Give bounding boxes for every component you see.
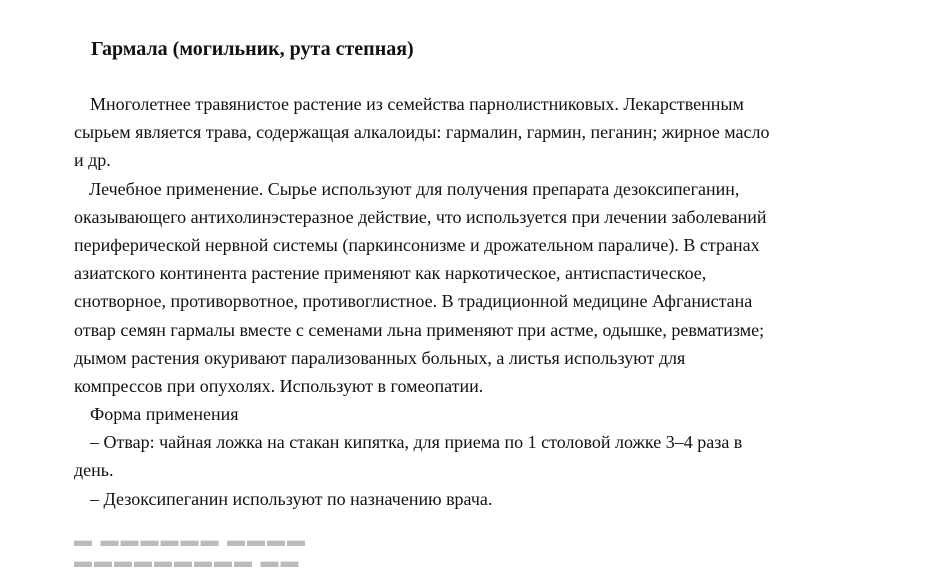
cropped-next-line xyxy=(74,530,454,571)
paragraph-line: снотворное, противорвотное, противоглистное. В традиционной медицине Афганистана xyxy=(74,291,753,312)
paragraph-line: Многолетнее травянистое растение из семейства парнолистниковых. Лекарственным xyxy=(90,94,744,114)
paragraph-line: отвар семян гармалы вместе с семенами льна применяют при астме, одышке, ревматизме; xyxy=(74,319,765,340)
paragraph-line: сырьем является трава, содержащая алкалоиды: гармалин, гармин, пеганин; жирное масло xyxy=(74,122,770,143)
paragraph-line: оказывающего антихолинэстеразное действие, что используется при лечении заболеваний xyxy=(74,206,767,227)
document-body xyxy=(74,90,904,513)
paragraph-line: компрессов при опухолях. Используют в гомеопатии. xyxy=(74,375,484,396)
document-title: Гармала (могильник, рута степная) xyxy=(91,38,414,60)
section-heading: Форма применения xyxy=(90,404,239,425)
paragraph-line: дымом растения окуривают парализованных больных, а листья используют для xyxy=(74,347,686,368)
paragraph-line: азиатского континента растение применяют как наркотическое, антиспастическое, xyxy=(74,263,707,284)
cropped-text-fragment: ▬ ▬▬▬▬▬▬ ▬▬▬▬ ▬▬▬▬▬▬▬▬▬ ▬▬ xyxy=(74,530,307,571)
list-item-continuation: день. xyxy=(74,460,114,481)
paragraph-line: Лечебное применение. Сырье используют для получения препарата дезоксипеганин, xyxy=(89,178,740,199)
list-item: – Дезоксипеганин используют по назначению врача. xyxy=(90,488,493,509)
list-item: – Отвар: чайная ложка на стакан кипятка, для приема по 1 столовой ложке 3–4 раза в xyxy=(90,432,743,453)
paragraph-line: периферической нервной системы (паркинсонизме и дрожательном параличе). В странах xyxy=(74,234,760,255)
paragraph-line: и др. xyxy=(74,150,111,171)
